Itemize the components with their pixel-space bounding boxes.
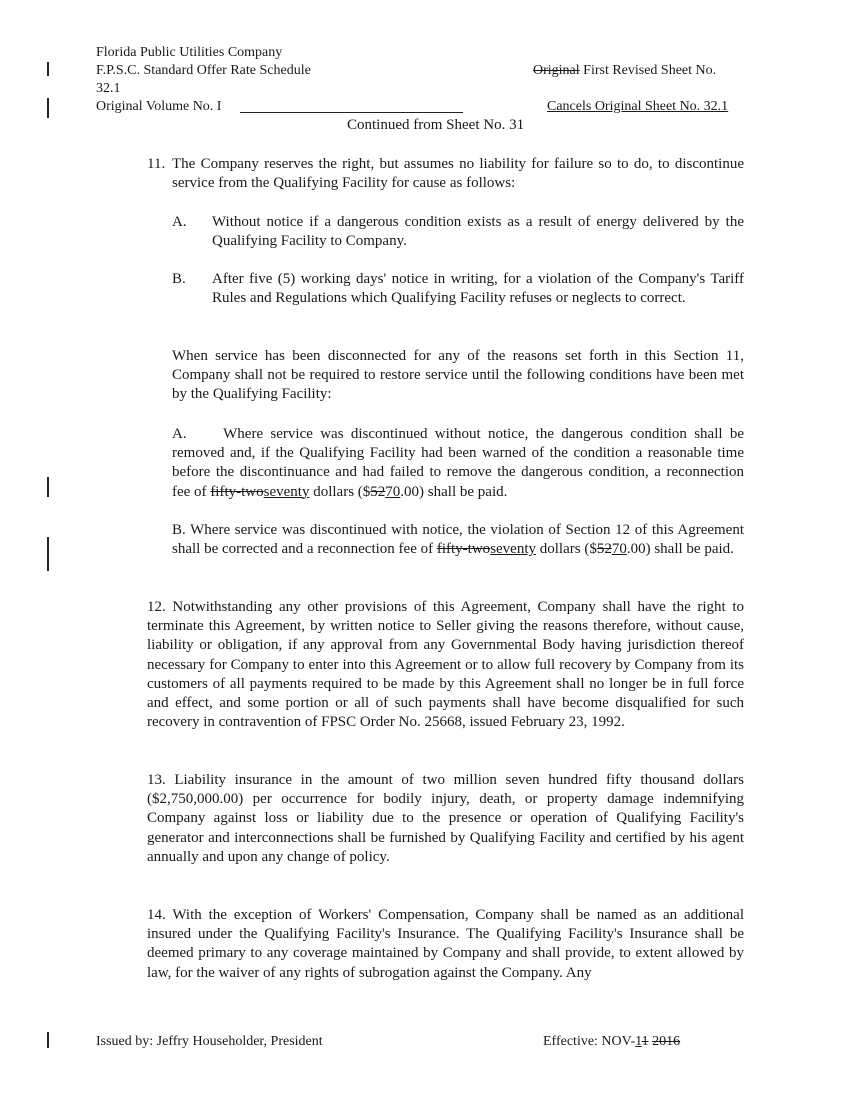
revision-bar-section11-b xyxy=(47,537,49,571)
condition-b-dollars: dollars ($ xyxy=(536,541,597,558)
section-11-item-a-text: Without notice if a dangerous condition exists as a result of energy delivered by the Qualifying Facility to Company. xyxy=(212,214,744,250)
section-13-number: 13. xyxy=(147,772,166,788)
revision-bar-footer xyxy=(47,1032,49,1048)
section-11-number: 11. xyxy=(147,156,166,172)
revision-bar-header-2 xyxy=(47,98,49,118)
revision-bar-section11-a xyxy=(47,477,49,497)
condition-b-end: .00) shall be paid. xyxy=(626,541,734,558)
section-11-condition-a xyxy=(172,425,744,502)
section-14 xyxy=(147,906,744,983)
condition-a-end: .00) shall be paid. xyxy=(400,483,508,500)
section-12 xyxy=(147,598,744,732)
condition-b-new-amount: 70 xyxy=(611,541,627,558)
section-13 xyxy=(147,771,744,867)
effective-new-day: 1 xyxy=(635,1034,642,1049)
continued-from: Continued from Sheet No. 31 xyxy=(347,117,525,133)
volume-underline xyxy=(240,112,463,113)
rate-schedule: F.P.S.C. Standard Offer Rate Schedule xyxy=(96,63,311,78)
condition-b-new-fee: seventy xyxy=(490,541,537,558)
condition-a-label: A. xyxy=(172,426,187,442)
sheet-revision xyxy=(533,62,716,79)
condition-a-new-fee: seventy xyxy=(263,483,310,500)
sheet-number: 32.1 xyxy=(96,81,121,96)
condition-b-text: Where service was discontinued with notice, the violation of Section 12 of this Agreement shall be corrected and a reconnection fee of xyxy=(172,522,745,558)
section-11-restore-text: When service has been disconnected for any of the reasons set forth in this Section 11, Company shall not be required to restore service until the following conditions have been met by the Qualifying Facility: xyxy=(172,348,744,403)
section-14-number: 14. xyxy=(147,907,166,923)
condition-a-old-amount: 52 xyxy=(370,483,386,500)
section-11-item-b-label: B. xyxy=(172,271,186,287)
condition-a-text: Where service was discontinued without notice, the dangerous condition shall be removed and, if the Qualifying Facility had been warned of the condition a reasonable time before the discontinuance and had failed to remove the dangerous condition, a reconnection fee of xyxy=(172,426,745,500)
sheet-original-struck: Original xyxy=(533,63,580,78)
condition-a-old-fee: fifty-two xyxy=(210,483,264,500)
section-11-intro: The Company reserves the right, but assumes no liability for failure so to do, to discontinue service from the Qualifying Facility for cause as follows: xyxy=(172,156,744,192)
sheet-revised-label: First Revised Sheet No. xyxy=(583,63,717,78)
section-11-item-b-text: After five (5) working days' notice in writing, for a violation of the Company's Tariff Rules and Regulations which Qualifying Facility refuses or neglects to correct. xyxy=(212,271,744,307)
section-14-text: With the exception of Workers' Compensation, Company shall be named as an additional insured under the Qualifying Facility's Insurance. The Qualifying Facility's Insurance shall be deemed primary to any coverage maintained by Company and shall provide, to extent allowed by law, for the waiver of any rights of subrogation against the Company. Any xyxy=(147,907,745,981)
effective-label: Effective: NOV- xyxy=(543,1034,636,1049)
effective-old-day: 1 xyxy=(641,1034,649,1049)
effective-year: 2016 xyxy=(652,1034,681,1049)
effective-date xyxy=(543,1034,680,1050)
cancels-sheet: Cancels Original Sheet No. 32.1 xyxy=(547,99,729,114)
section-11-item-a-label: A. xyxy=(172,214,187,230)
condition-b-old-amount: 52 xyxy=(596,541,612,558)
section-12-text: Notwithstanding any other provisions of this Agreement, Company shall have the right to terminate this Agreement, by written notice to Seller giving the reasons therefore, without cause, liability or obligation, if any approval from any Governmental Body having jurisdiction thereof necessary for Company to enter into this Agreement or to allow full recovery by Company from its customers of all payments required to be made by this Agreement shall no longer be in full force and effect, and some portion or all of such payments shall have become disqualified for such recovery in contravention of FPSC Order No. 25668, issued February 23, 1992. xyxy=(147,599,744,731)
condition-a-dollars: dollars ($ xyxy=(309,483,371,500)
volume-label: Original Volume No. I xyxy=(96,99,222,114)
condition-b-label: B. xyxy=(172,522,186,538)
company-name: Florida Public Utilities Company xyxy=(96,45,283,60)
section-11-condition-b xyxy=(172,521,744,559)
condition-a-new-amount: 70 xyxy=(385,483,401,500)
issued-by: Issued by: Jeffry Householder, President xyxy=(96,1034,323,1049)
section-13-text: Liability insurance in the amount of two million seven hundred fifty thousand dollars ($2,750,000.00) per occurrence for bodily injury, death, or property damage indemnifying Company against loss or liability due to the presence or operation of Qualifying Facility's generator and interconnections shall be furnished by Qualifying Facility and certified by his agent annually and upon any change of policy. xyxy=(147,772,744,865)
condition-b-old-fee: fifty-two xyxy=(436,541,491,558)
revision-bar-header-1 xyxy=(47,62,49,76)
section-12-number: 12. xyxy=(147,599,166,615)
